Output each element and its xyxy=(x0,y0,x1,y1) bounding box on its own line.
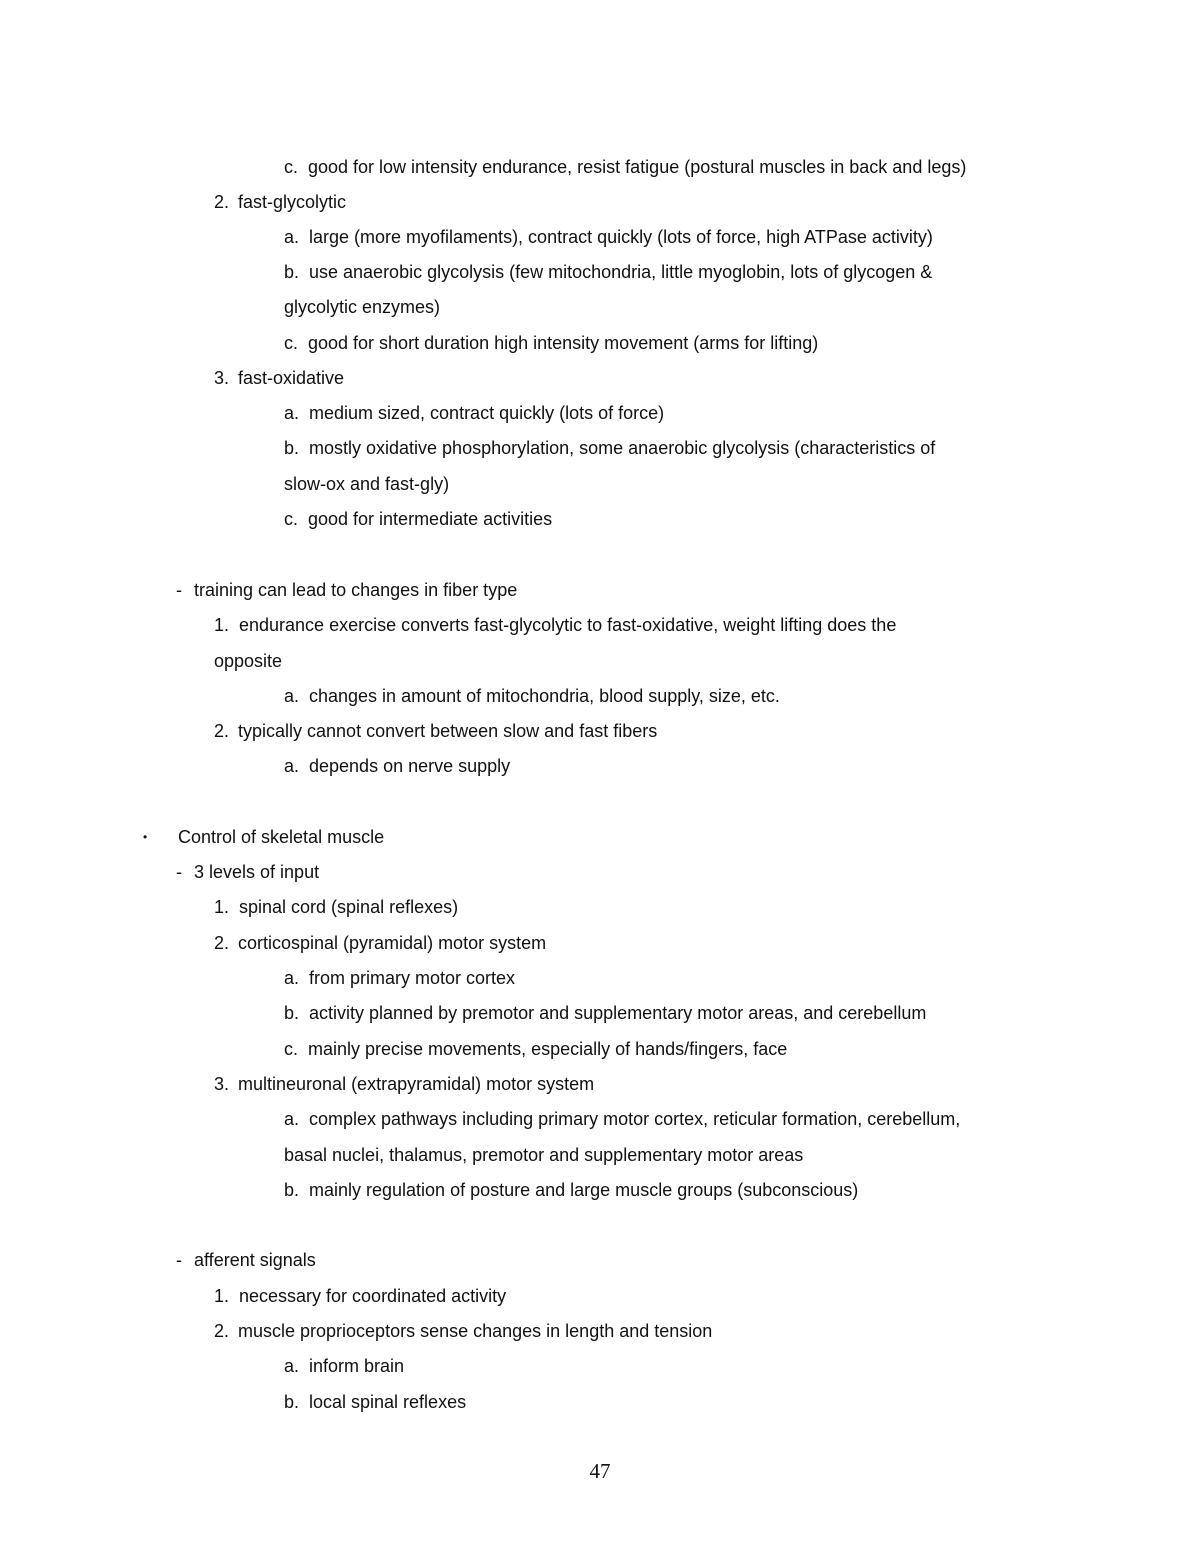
list-marker: 1. xyxy=(214,897,230,917)
outline-line xyxy=(214,191,346,213)
line-text: from primary motor cortex xyxy=(309,968,516,988)
line-text: endurance exercise converts fast-glycolytic to fast-oxidative, weight lifting does the xyxy=(239,615,897,635)
line-text: large (more myofilaments), contract quickly (lots of force, high ATPase activity) xyxy=(309,227,933,247)
outline-line xyxy=(284,1391,466,1413)
outline-line xyxy=(284,1144,803,1166)
list-marker: a. xyxy=(284,403,300,423)
list-marker: b. xyxy=(284,1392,300,1412)
outline-line xyxy=(284,226,933,248)
list-marker: 3. xyxy=(214,368,230,388)
line-text: multineuronal (extrapyramidal) motor system xyxy=(238,1074,595,1094)
list-marker: a. xyxy=(284,686,300,706)
line-text: opposite xyxy=(214,651,283,671)
list-marker: a. xyxy=(284,1109,300,1129)
list-marker: c. xyxy=(284,509,299,529)
line-text: glycolytic enzymes) xyxy=(284,297,441,317)
outline-line xyxy=(284,332,818,354)
outline-line xyxy=(284,402,664,424)
outline-line xyxy=(284,296,440,318)
line-text: Control of skeletal muscle xyxy=(178,827,385,847)
outline-line xyxy=(214,650,282,672)
outline-line xyxy=(284,1108,960,1130)
list-marker: 2. xyxy=(214,933,230,953)
outline-line xyxy=(214,720,657,742)
line-text: good for low intensity endurance, resist fatigue (postural muscles in back and legs) xyxy=(308,157,967,177)
line-text: typically cannot convert between slow and fast fibers xyxy=(238,721,658,741)
line-text: local spinal reflexes xyxy=(309,1392,467,1412)
outline-line xyxy=(143,826,384,848)
list-marker: a. xyxy=(284,756,300,776)
list-marker: a. xyxy=(284,968,300,988)
list-marker: 1. xyxy=(214,615,230,635)
line-text: inform brain xyxy=(309,1356,405,1376)
list-marker: 1. xyxy=(214,1286,230,1306)
list-marker: b. xyxy=(284,1003,300,1023)
line-text: muscle proprioceptors sense changes in length and tension xyxy=(238,1321,713,1341)
line-text: complex pathways including primary motor cortex, reticular formation, cerebellum, xyxy=(309,1109,961,1129)
outline-line xyxy=(214,1073,594,1095)
list-marker: c. xyxy=(284,1039,299,1059)
list-marker: b. xyxy=(284,1180,300,1200)
outline-line xyxy=(284,1179,858,1201)
line-text: slow-ox and fast-gly) xyxy=(284,474,450,494)
outline-line xyxy=(284,508,552,530)
line-text: depends on nerve supply xyxy=(309,756,511,776)
outline-line xyxy=(284,1038,787,1060)
outline-line xyxy=(284,1355,404,1377)
outline-line xyxy=(284,473,449,495)
line-text: mostly oxidative phosphorylation, some anaerobic glycolysis (characteristics of xyxy=(309,438,936,458)
line-text: changes in amount of mitochondria, blood supply, size, etc. xyxy=(309,686,780,706)
list-marker: c. xyxy=(284,157,299,177)
line-text: mainly precise movements, especially of hands/fingers, face xyxy=(308,1039,788,1059)
list-marker: b. xyxy=(284,438,300,458)
line-text: fast-oxidative xyxy=(238,368,345,388)
outline-line xyxy=(214,614,896,636)
list-marker: a. xyxy=(284,227,300,247)
list-marker: 2. xyxy=(214,1321,230,1341)
outline-line xyxy=(284,261,932,283)
list-marker: 2. xyxy=(214,721,230,741)
outline-line xyxy=(214,367,344,389)
outline-line xyxy=(284,685,780,707)
line-text: activity planned by premotor and supplementary motor areas, and cerebellum xyxy=(309,1003,927,1023)
line-text: mainly regulation of posture and large muscle groups (subconscious) xyxy=(309,1180,859,1200)
line-text: fast-glycolytic xyxy=(238,192,347,212)
line-text: good for intermediate activities xyxy=(308,509,553,529)
outline-line xyxy=(176,861,319,883)
line-text: necessary for coordinated activity xyxy=(239,1286,507,1306)
line-text: 3 levels of input xyxy=(194,862,320,882)
outline-line xyxy=(176,1249,316,1271)
list-marker: a. xyxy=(284,1356,300,1376)
outline-line xyxy=(284,437,935,459)
outline-line xyxy=(284,1002,926,1024)
line-text: basal nuclei, thalamus, premotor and supplementary motor areas xyxy=(284,1145,804,1165)
line-text: afferent signals xyxy=(194,1250,316,1270)
line-text: training can lead to changes in fiber type xyxy=(194,580,518,600)
outline-line xyxy=(214,896,458,918)
page-number: 47 xyxy=(589,1459,611,1483)
outline-line xyxy=(214,1285,506,1307)
line-text: medium sized, contract quickly (lots of force) xyxy=(309,403,665,423)
line-text: spinal cord (spinal reflexes) xyxy=(239,897,459,917)
list-marker: b. xyxy=(284,262,300,282)
list-marker: - xyxy=(176,862,182,882)
outline-line xyxy=(214,1320,712,1342)
line-text: good for short duration high intensity movement (arms for lifting) xyxy=(308,333,819,353)
list-marker: • xyxy=(143,830,148,844)
list-marker: - xyxy=(176,1250,182,1270)
list-marker: - xyxy=(176,580,182,600)
list-marker: c. xyxy=(284,333,299,353)
line-text: use anaerobic glycolysis (few mitochondria, little myoglobin, lots of glycogen & xyxy=(309,262,933,282)
list-marker: 2. xyxy=(214,192,230,212)
outline-line xyxy=(214,932,546,954)
outline-line xyxy=(284,755,510,777)
outline-line xyxy=(284,967,515,989)
outline-line xyxy=(176,579,517,601)
list-marker: 3. xyxy=(214,1074,230,1094)
line-text: corticospinal (pyramidal) motor system xyxy=(238,933,547,953)
outline-line xyxy=(284,156,966,178)
